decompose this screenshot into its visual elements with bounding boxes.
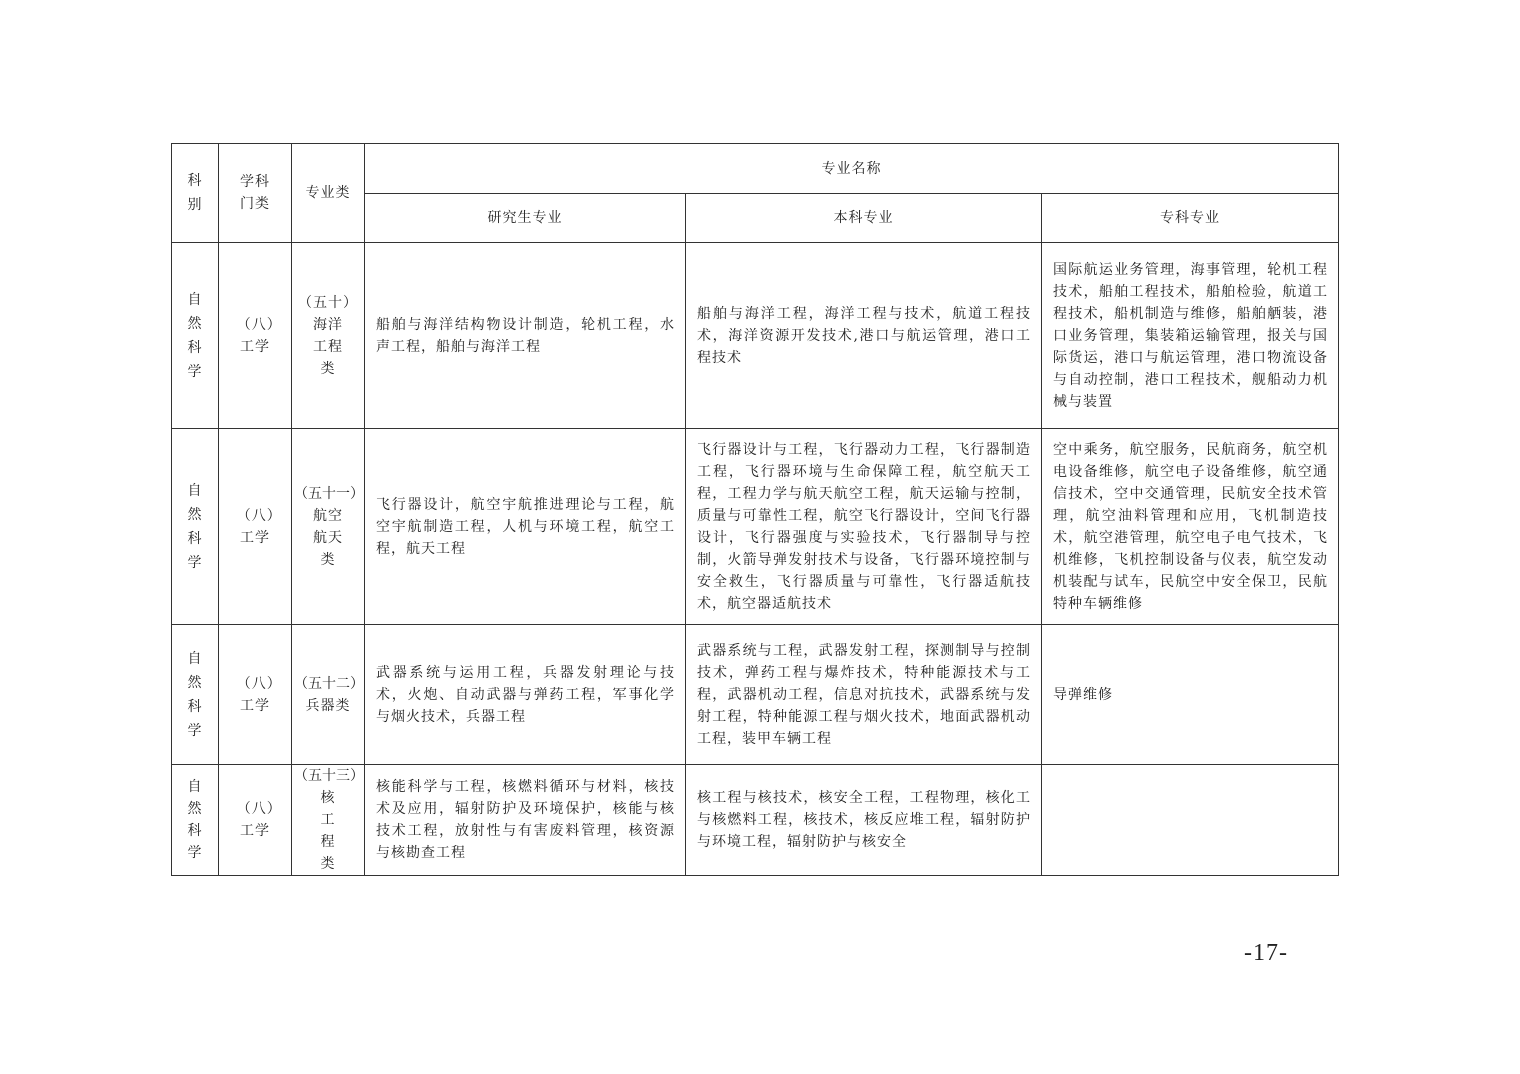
header-benke: 本科专业 xyxy=(686,194,1042,243)
cell-zhuanye-lei: （五十一） 航空航天类 xyxy=(292,429,365,625)
cell-yanjiusheng: 核能科学与工程，核燃料循环与材料，核技术及应用，辐射防护及环境保护，核能与核技术工程，放射性与有害废料管理，核资源与核勘查工程 xyxy=(365,765,686,876)
cell-kebie: 自然科学 xyxy=(172,243,219,429)
cell-yanjiusheng: 船舶与海洋结构物设计制造，轮机工程，水声工程，船舶与海洋工程 xyxy=(365,243,686,429)
cell-zhuanke: 空中乘务，航空服务，民航商务，航空机电设备维修，航空电子设备维修，航空通信技术，空中交通管理，民航安全技术管理，航空油料管理和应用，飞机制造技术，航空港管理，航空电子电气技术，飞机维修，飞机控制设备与仪表，航空发动机装配与试车，民航空中安全保卫，民航特种车辆维修 xyxy=(1042,429,1339,625)
header-zhuanye-lei: 专业类 xyxy=(292,144,365,243)
cell-menlei: （八）工学 xyxy=(219,625,292,765)
cell-kebie: 自然科学 xyxy=(172,429,219,625)
cell-kebie: 自然科学 xyxy=(172,625,219,765)
header-zhuanye-mingcheng: 专业名称 xyxy=(365,144,1339,194)
cell-zhuanke: 国际航运业务管理，海事管理，轮机工程技术，船舶工程技术，船舶检验，航道工程技术，船机制造与维修，船舶舾装，港口业务管理，集装箱运输管理，报关与国际货运，港口与航运管理，港口物流设备与自动控制，港口工程技术，舰船动力机械与装置 xyxy=(1042,243,1339,429)
page-number: -17- xyxy=(1244,940,1288,966)
cell-zhuanke: 导弹维修 xyxy=(1042,625,1339,765)
table-row xyxy=(172,625,1339,765)
header-zhuanke: 专科专业 xyxy=(1042,194,1339,243)
cell-kebie: 自然科学 xyxy=(172,765,219,876)
header-kebie: 科别 xyxy=(172,144,219,243)
cell-benke: 船舶与海洋工程，海洋工程与技术，航道工程技术，海洋资源开发技术,港口与航运管理，港口工程技术 xyxy=(686,243,1042,429)
cell-menlei: （八）工学 xyxy=(219,429,292,625)
cell-menlei: （八）工学 xyxy=(219,243,292,429)
cell-benke: 飞行器设计与工程，飞行器动力工程，飞行器制造工程，飞行器环境与生命保障工程，航空航天工程，工程力学与航天航空工程，航天运输与控制，质量与可靠性工程，航空飞行器设计，空间飞行器设计，飞行器强度与实验技术，飞行器制导与控制，火箭导弹发射技术与设备，飞行器环境控制与安全救生，飞行器质量与可靠性，飞行器适航技术，航空器适航技术 xyxy=(686,429,1042,625)
cell-zhuanye-lei: （五十） 海洋工程类 xyxy=(292,243,365,429)
cell-benke: 核工程与核技术，核安全工程，工程物理，核化工与核燃料工程，核技术，核反应堆工程，辐射防护与环境工程，辐射防护与核安全 xyxy=(686,765,1042,876)
cell-zhuanye-lei: （五十三） 核工程类 xyxy=(292,765,365,876)
header-xueke-menlei: 学科门类 xyxy=(219,144,292,243)
header-yanjiusheng: 研究生专业 xyxy=(365,194,686,243)
cell-menlei: （八）工学 xyxy=(219,765,292,876)
cell-yanjiusheng: 飞行器设计，航空宇航推进理论与工程，航空宇航制造工程，人机与环境工程，航空工程，航天工程 xyxy=(365,429,686,625)
table-row xyxy=(172,429,1339,625)
major-catalog-table xyxy=(171,143,1339,876)
cell-benke: 武器系统与工程，武器发射工程，探测制导与控制技术，弹药工程与爆炸技术，特种能源技术与工程，武器机动工程，信息对抗技术，武器系统与发射工程，特种能源工程与烟火技术，地面武器机动工程，装甲车辆工程 xyxy=(686,625,1042,765)
cell-yanjiusheng: 武器系统与运用工程，兵器发射理论与技术，火炮、自动武器与弹药工程，军事化学与烟火技术，兵器工程 xyxy=(365,625,686,765)
table-row xyxy=(172,243,1339,429)
cell-zhuanye-lei: （五十二） 兵器类 xyxy=(292,625,365,765)
table-row xyxy=(172,765,1339,876)
cell-zhuanke xyxy=(1042,765,1339,876)
header-row-top xyxy=(172,144,1339,194)
